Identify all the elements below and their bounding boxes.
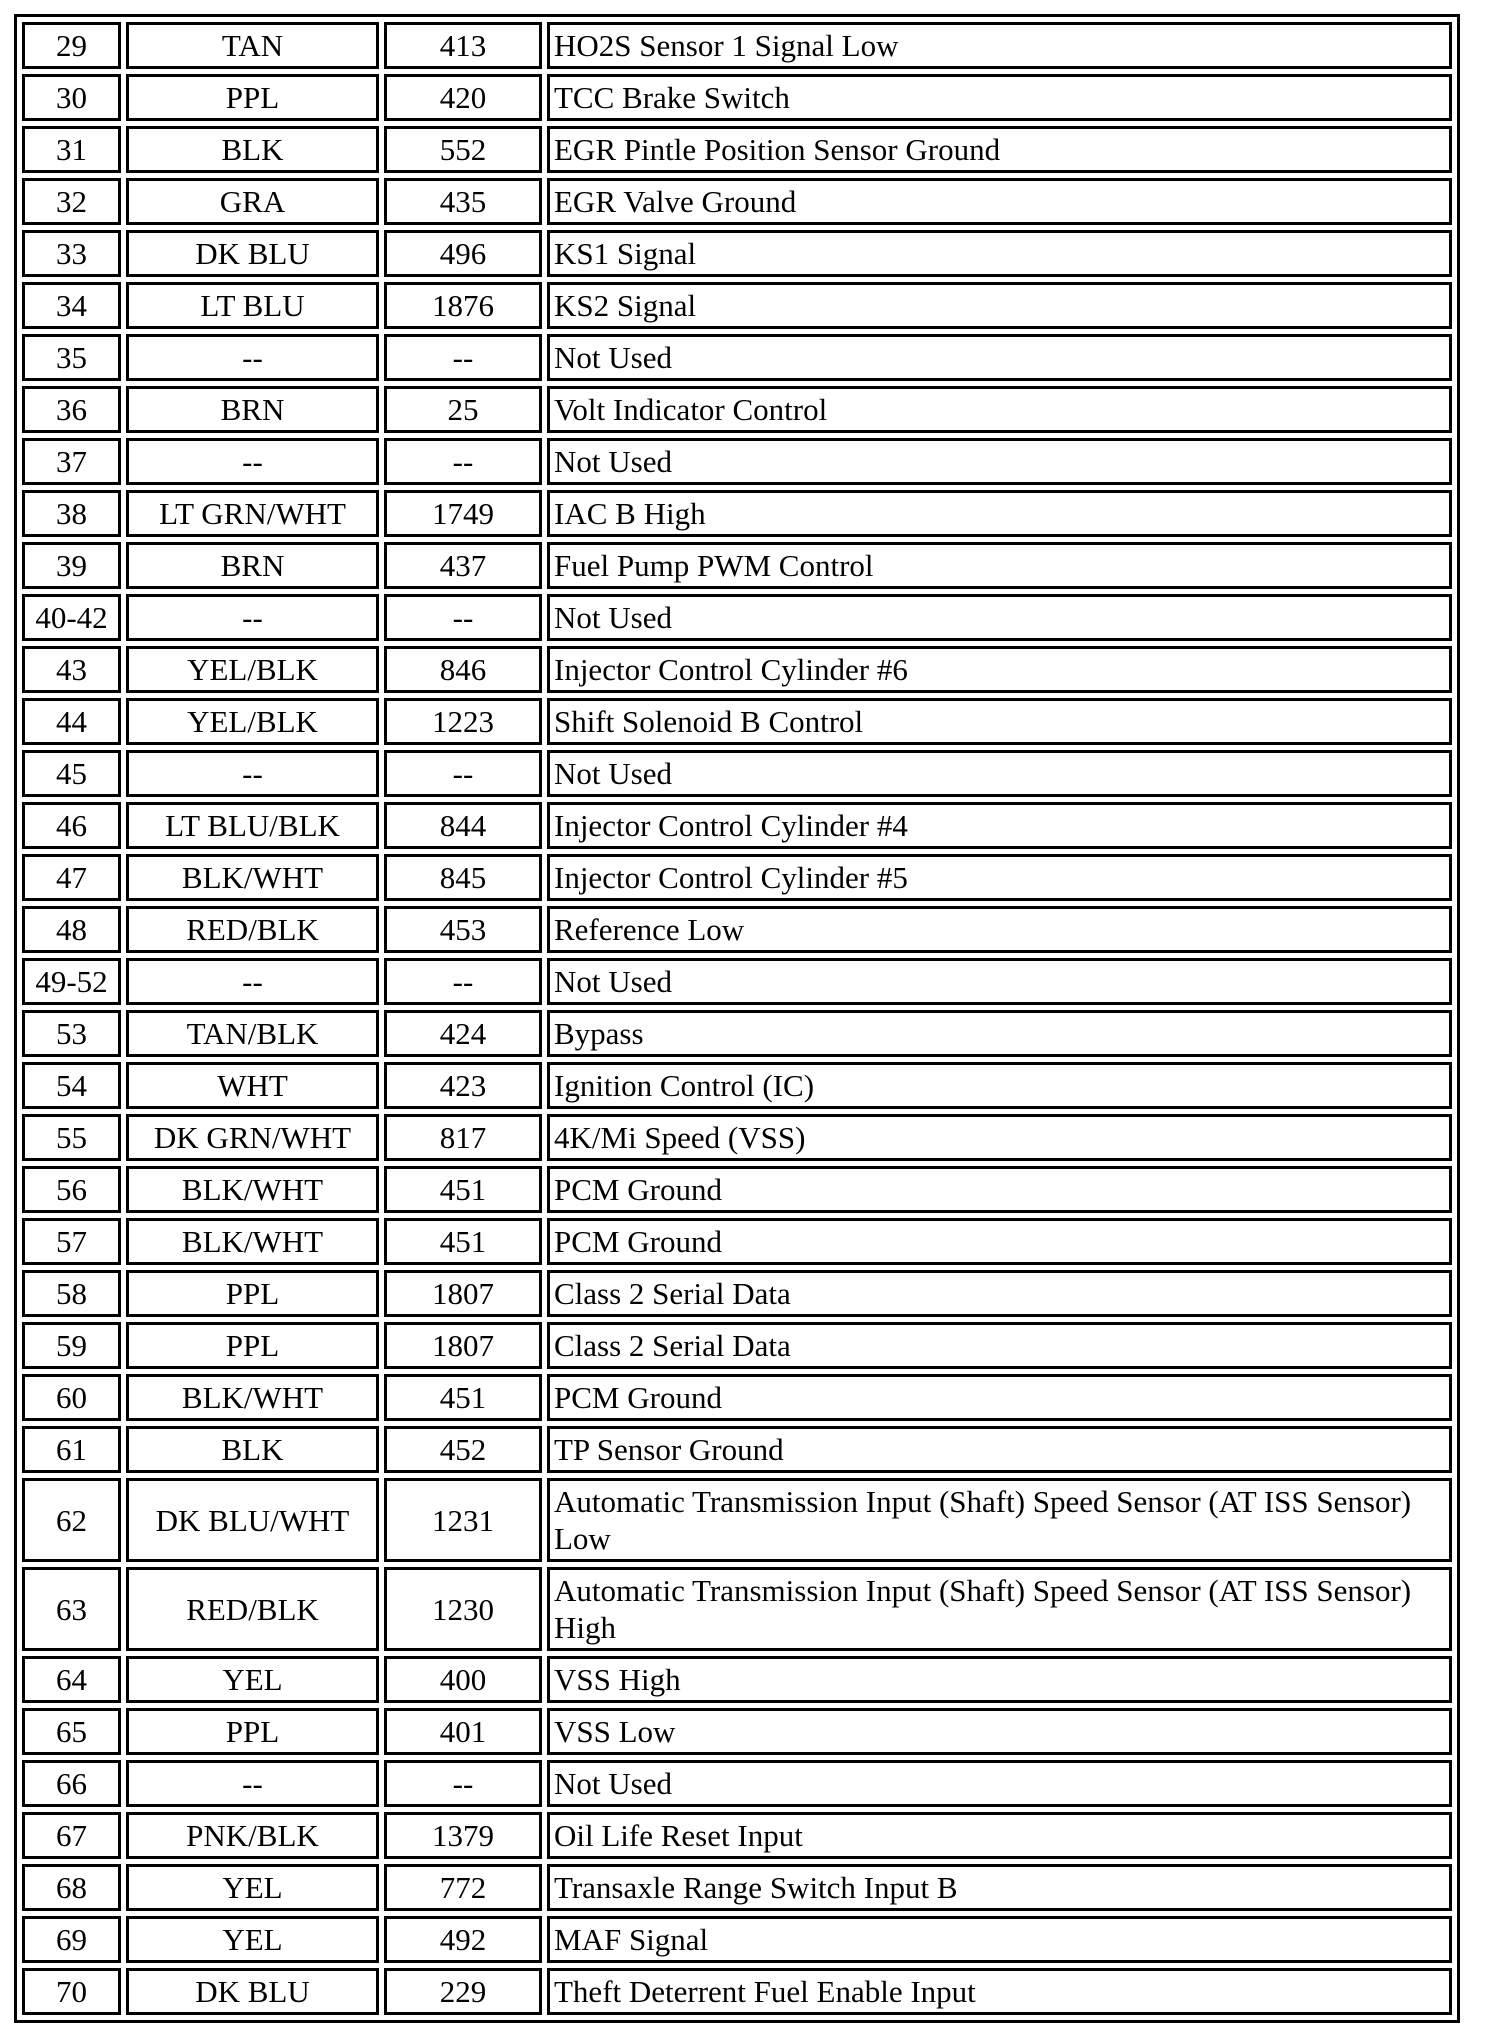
function-cell: PCM Ground — [547, 1218, 1452, 1265]
pin-cell: 40-42 — [22, 594, 121, 641]
wire-color-cell: -- — [126, 958, 379, 1005]
function-cell: Transaxle Range Switch Input B — [547, 1864, 1452, 1911]
circuit-number-cell: 552 — [384, 126, 542, 173]
wire-color-cell: PNK/BLK — [126, 1812, 379, 1859]
pin-cell: 48 — [22, 906, 121, 953]
function-cell: Not Used — [547, 438, 1452, 485]
pin-cell: 49-52 — [22, 958, 121, 1005]
wire-color-cell: -- — [126, 594, 379, 641]
pin-cell: 55 — [22, 1114, 121, 1161]
circuit-number-cell: 401 — [384, 1708, 542, 1755]
table-row — [22, 1812, 1452, 1859]
function-cell: KS1 Signal — [547, 230, 1452, 277]
pin-cell: 69 — [22, 1916, 121, 1963]
circuit-number-cell: 817 — [384, 1114, 542, 1161]
pin-cell: 70 — [22, 1968, 121, 2015]
table-row — [22, 1114, 1452, 1161]
pin-cell: 59 — [22, 1322, 121, 1369]
circuit-number-cell: 435 — [384, 178, 542, 225]
wire-color-cell: RED/BLK — [126, 906, 379, 953]
circuit-number-cell: 453 — [384, 906, 542, 953]
wire-color-cell: GRA — [126, 178, 379, 225]
table-row — [22, 1567, 1452, 1651]
table-row — [22, 1916, 1452, 1963]
circuit-number-cell: 451 — [384, 1166, 542, 1213]
table-row — [22, 1374, 1452, 1421]
wire-color-cell: BLK/WHT — [126, 1374, 379, 1421]
wire-color-cell: -- — [126, 1760, 379, 1807]
table-row — [22, 230, 1452, 277]
pin-cell: 37 — [22, 438, 121, 485]
circuit-number-cell: 400 — [384, 1656, 542, 1703]
table-row — [22, 1864, 1452, 1911]
pin-cell: 65 — [22, 1708, 121, 1755]
table-row — [22, 542, 1452, 589]
pinout-table-body — [22, 22, 1452, 2015]
circuit-number-cell: 844 — [384, 802, 542, 849]
function-cell: PCM Ground — [547, 1166, 1452, 1213]
table-row — [22, 646, 1452, 693]
function-cell: Injector Control Cylinder #4 — [547, 802, 1452, 849]
function-cell: Not Used — [547, 334, 1452, 381]
pin-cell: 29 — [22, 22, 121, 69]
pin-cell: 60 — [22, 1374, 121, 1421]
circuit-number-cell: 1807 — [384, 1270, 542, 1317]
wire-color-cell: LT BLU/BLK — [126, 802, 379, 849]
wire-color-cell: WHT — [126, 1062, 379, 1109]
wire-color-cell: PPL — [126, 1270, 379, 1317]
circuit-number-cell: -- — [384, 958, 542, 1005]
table-row — [22, 1968, 1452, 2015]
wire-color-cell: DK BLU — [126, 1968, 379, 2015]
table-row — [22, 958, 1452, 1005]
pin-cell: 58 — [22, 1270, 121, 1317]
function-cell: Not Used — [547, 594, 1452, 641]
pin-cell: 39 — [22, 542, 121, 589]
function-cell: Not Used — [547, 1760, 1452, 1807]
pin-cell: 67 — [22, 1812, 121, 1859]
circuit-number-cell: 1876 — [384, 282, 542, 329]
wire-color-cell: BLK/WHT — [126, 1218, 379, 1265]
circuit-number-cell: 846 — [384, 646, 542, 693]
function-cell: TP Sensor Ground — [547, 1426, 1452, 1473]
table-row — [22, 802, 1452, 849]
pin-cell: 30 — [22, 74, 121, 121]
function-cell: Theft Deterrent Fuel Enable Input — [547, 1968, 1452, 2015]
wire-color-cell: RED/BLK — [126, 1567, 379, 1651]
function-cell: MAF Signal — [547, 1916, 1452, 1963]
wire-color-cell: YEL/BLK — [126, 646, 379, 693]
function-cell: Bypass — [547, 1010, 1452, 1057]
function-cell: Injector Control Cylinder #5 — [547, 854, 1452, 901]
table-row — [22, 282, 1452, 329]
wire-color-cell: TAN/BLK — [126, 1010, 379, 1057]
pin-cell: 54 — [22, 1062, 121, 1109]
wire-color-cell: -- — [126, 750, 379, 797]
function-cell: KS2 Signal — [547, 282, 1452, 329]
function-cell: EGR Pintle Position Sensor Ground — [547, 126, 1452, 173]
table-row — [22, 1426, 1452, 1473]
wire-color-cell: BLK/WHT — [126, 854, 379, 901]
circuit-number-cell: -- — [384, 438, 542, 485]
table-row — [22, 1270, 1452, 1317]
table-row — [22, 334, 1452, 381]
table-row — [22, 1166, 1452, 1213]
wire-color-cell: LT BLU — [126, 282, 379, 329]
wire-color-cell: YEL/BLK — [126, 698, 379, 745]
pin-cell: 34 — [22, 282, 121, 329]
table-row — [22, 698, 1452, 745]
table-row — [22, 126, 1452, 173]
function-cell: 4K/Mi Speed (VSS) — [547, 1114, 1452, 1161]
table-row — [22, 594, 1452, 641]
circuit-number-cell: 451 — [384, 1374, 542, 1421]
circuit-number-cell: -- — [384, 1760, 542, 1807]
function-cell: HO2S Sensor 1 Signal Low — [547, 22, 1452, 69]
wire-color-cell: DK BLU — [126, 230, 379, 277]
function-cell: IAC B High — [547, 490, 1452, 537]
circuit-number-cell: 1807 — [384, 1322, 542, 1369]
circuit-number-cell: 424 — [384, 1010, 542, 1057]
pin-cell: 44 — [22, 698, 121, 745]
table-row — [22, 1322, 1452, 1369]
circuit-number-cell: 772 — [384, 1864, 542, 1911]
pin-cell: 36 — [22, 386, 121, 433]
pin-cell: 31 — [22, 126, 121, 173]
function-cell: TCC Brake Switch — [547, 74, 1452, 121]
function-cell: Class 2 Serial Data — [547, 1270, 1452, 1317]
circuit-number-cell: 1223 — [384, 698, 542, 745]
pin-cell: 38 — [22, 490, 121, 537]
function-cell: Fuel Pump PWM Control — [547, 542, 1452, 589]
pin-cell: 62 — [22, 1478, 121, 1562]
pin-cell: 33 — [22, 230, 121, 277]
function-cell: Ignition Control (IC) — [547, 1062, 1452, 1109]
circuit-number-cell: 845 — [384, 854, 542, 901]
circuit-number-cell: 1379 — [384, 1812, 542, 1859]
pin-cell: 57 — [22, 1218, 121, 1265]
circuit-number-cell: 1749 — [384, 490, 542, 537]
function-cell: Automatic Transmission Input (Shaft) Speed Sensor (AT ISS Sensor) High — [547, 1567, 1452, 1651]
function-cell: Not Used — [547, 958, 1452, 1005]
pin-cell: 68 — [22, 1864, 121, 1911]
table-row — [22, 1656, 1452, 1703]
table-row — [22, 1010, 1452, 1057]
wire-color-cell: LT GRN/WHT — [126, 490, 379, 537]
circuit-number-cell: 25 — [384, 386, 542, 433]
function-cell: Class 2 Serial Data — [547, 1322, 1452, 1369]
wire-color-cell: BLK/WHT — [126, 1166, 379, 1213]
pin-cell: 53 — [22, 1010, 121, 1057]
function-cell: PCM Ground — [547, 1374, 1452, 1421]
circuit-number-cell: 229 — [384, 1968, 542, 2015]
pin-cell: 63 — [22, 1567, 121, 1651]
function-cell: Automatic Transmission Input (Shaft) Speed Sensor (AT ISS Sensor) Low — [547, 1478, 1452, 1562]
table-row — [22, 1478, 1452, 1562]
pin-cell: 32 — [22, 178, 121, 225]
wire-color-cell: YEL — [126, 1656, 379, 1703]
circuit-number-cell: 1231 — [384, 1478, 542, 1562]
pin-cell: 61 — [22, 1426, 121, 1473]
wire-color-cell: DK GRN/WHT — [126, 1114, 379, 1161]
wire-color-cell: PPL — [126, 1322, 379, 1369]
table-row — [22, 1708, 1452, 1755]
circuit-number-cell: 1230 — [384, 1567, 542, 1651]
circuit-number-cell: 437 — [384, 542, 542, 589]
table-row — [22, 74, 1452, 121]
pin-cell: 47 — [22, 854, 121, 901]
table-row — [22, 1760, 1452, 1807]
table-row — [22, 750, 1452, 797]
pin-cell: 45 — [22, 750, 121, 797]
wire-color-cell: DK BLU/WHT — [126, 1478, 379, 1562]
table-row — [22, 438, 1452, 485]
circuit-number-cell: 496 — [384, 230, 542, 277]
circuit-number-cell: -- — [384, 750, 542, 797]
table-row — [22, 386, 1452, 433]
wire-color-cell: YEL — [126, 1916, 379, 1963]
circuit-number-cell: 420 — [384, 74, 542, 121]
circuit-number-cell: -- — [384, 594, 542, 641]
wire-color-cell: YEL — [126, 1864, 379, 1911]
table-row — [22, 854, 1452, 901]
circuit-number-cell: 423 — [384, 1062, 542, 1109]
circuit-number-cell: -- — [384, 334, 542, 381]
circuit-number-cell: 452 — [384, 1426, 542, 1473]
function-cell: Volt Indicator Control — [547, 386, 1452, 433]
function-cell: VSS High — [547, 1656, 1452, 1703]
function-cell: EGR Valve Ground — [547, 178, 1452, 225]
wire-color-cell: PPL — [126, 74, 379, 121]
pin-cell: 35 — [22, 334, 121, 381]
table-row — [22, 490, 1452, 537]
pin-cell: 56 — [22, 1166, 121, 1213]
function-cell: Reference Low — [547, 906, 1452, 953]
pin-cell: 46 — [22, 802, 121, 849]
function-cell: VSS Low — [547, 1708, 1452, 1755]
function-cell: Injector Control Cylinder #6 — [547, 646, 1452, 693]
table-row — [22, 1218, 1452, 1265]
function-cell: Oil Life Reset Input — [547, 1812, 1452, 1859]
wire-color-cell: BRN — [126, 386, 379, 433]
wire-color-cell: -- — [126, 334, 379, 381]
wire-color-cell: TAN — [126, 22, 379, 69]
pin-cell: 66 — [22, 1760, 121, 1807]
circuit-number-cell: 492 — [384, 1916, 542, 1963]
connector-pinout-document — [14, 14, 1460, 2023]
table-row — [22, 178, 1452, 225]
wire-color-cell: BLK — [126, 1426, 379, 1473]
pin-cell: 43 — [22, 646, 121, 693]
table-row — [22, 1062, 1452, 1109]
function-cell: Not Used — [547, 750, 1452, 797]
wire-color-cell: PPL — [126, 1708, 379, 1755]
wire-color-cell: BLK — [126, 126, 379, 173]
pinout-table — [14, 14, 1460, 2023]
pin-cell: 64 — [22, 1656, 121, 1703]
circuit-number-cell: 451 — [384, 1218, 542, 1265]
table-row — [22, 22, 1452, 69]
wire-color-cell: -- — [126, 438, 379, 485]
table-row — [22, 906, 1452, 953]
function-cell: Shift Solenoid B Control — [547, 698, 1452, 745]
circuit-number-cell: 413 — [384, 22, 542, 69]
wire-color-cell: BRN — [126, 542, 379, 589]
